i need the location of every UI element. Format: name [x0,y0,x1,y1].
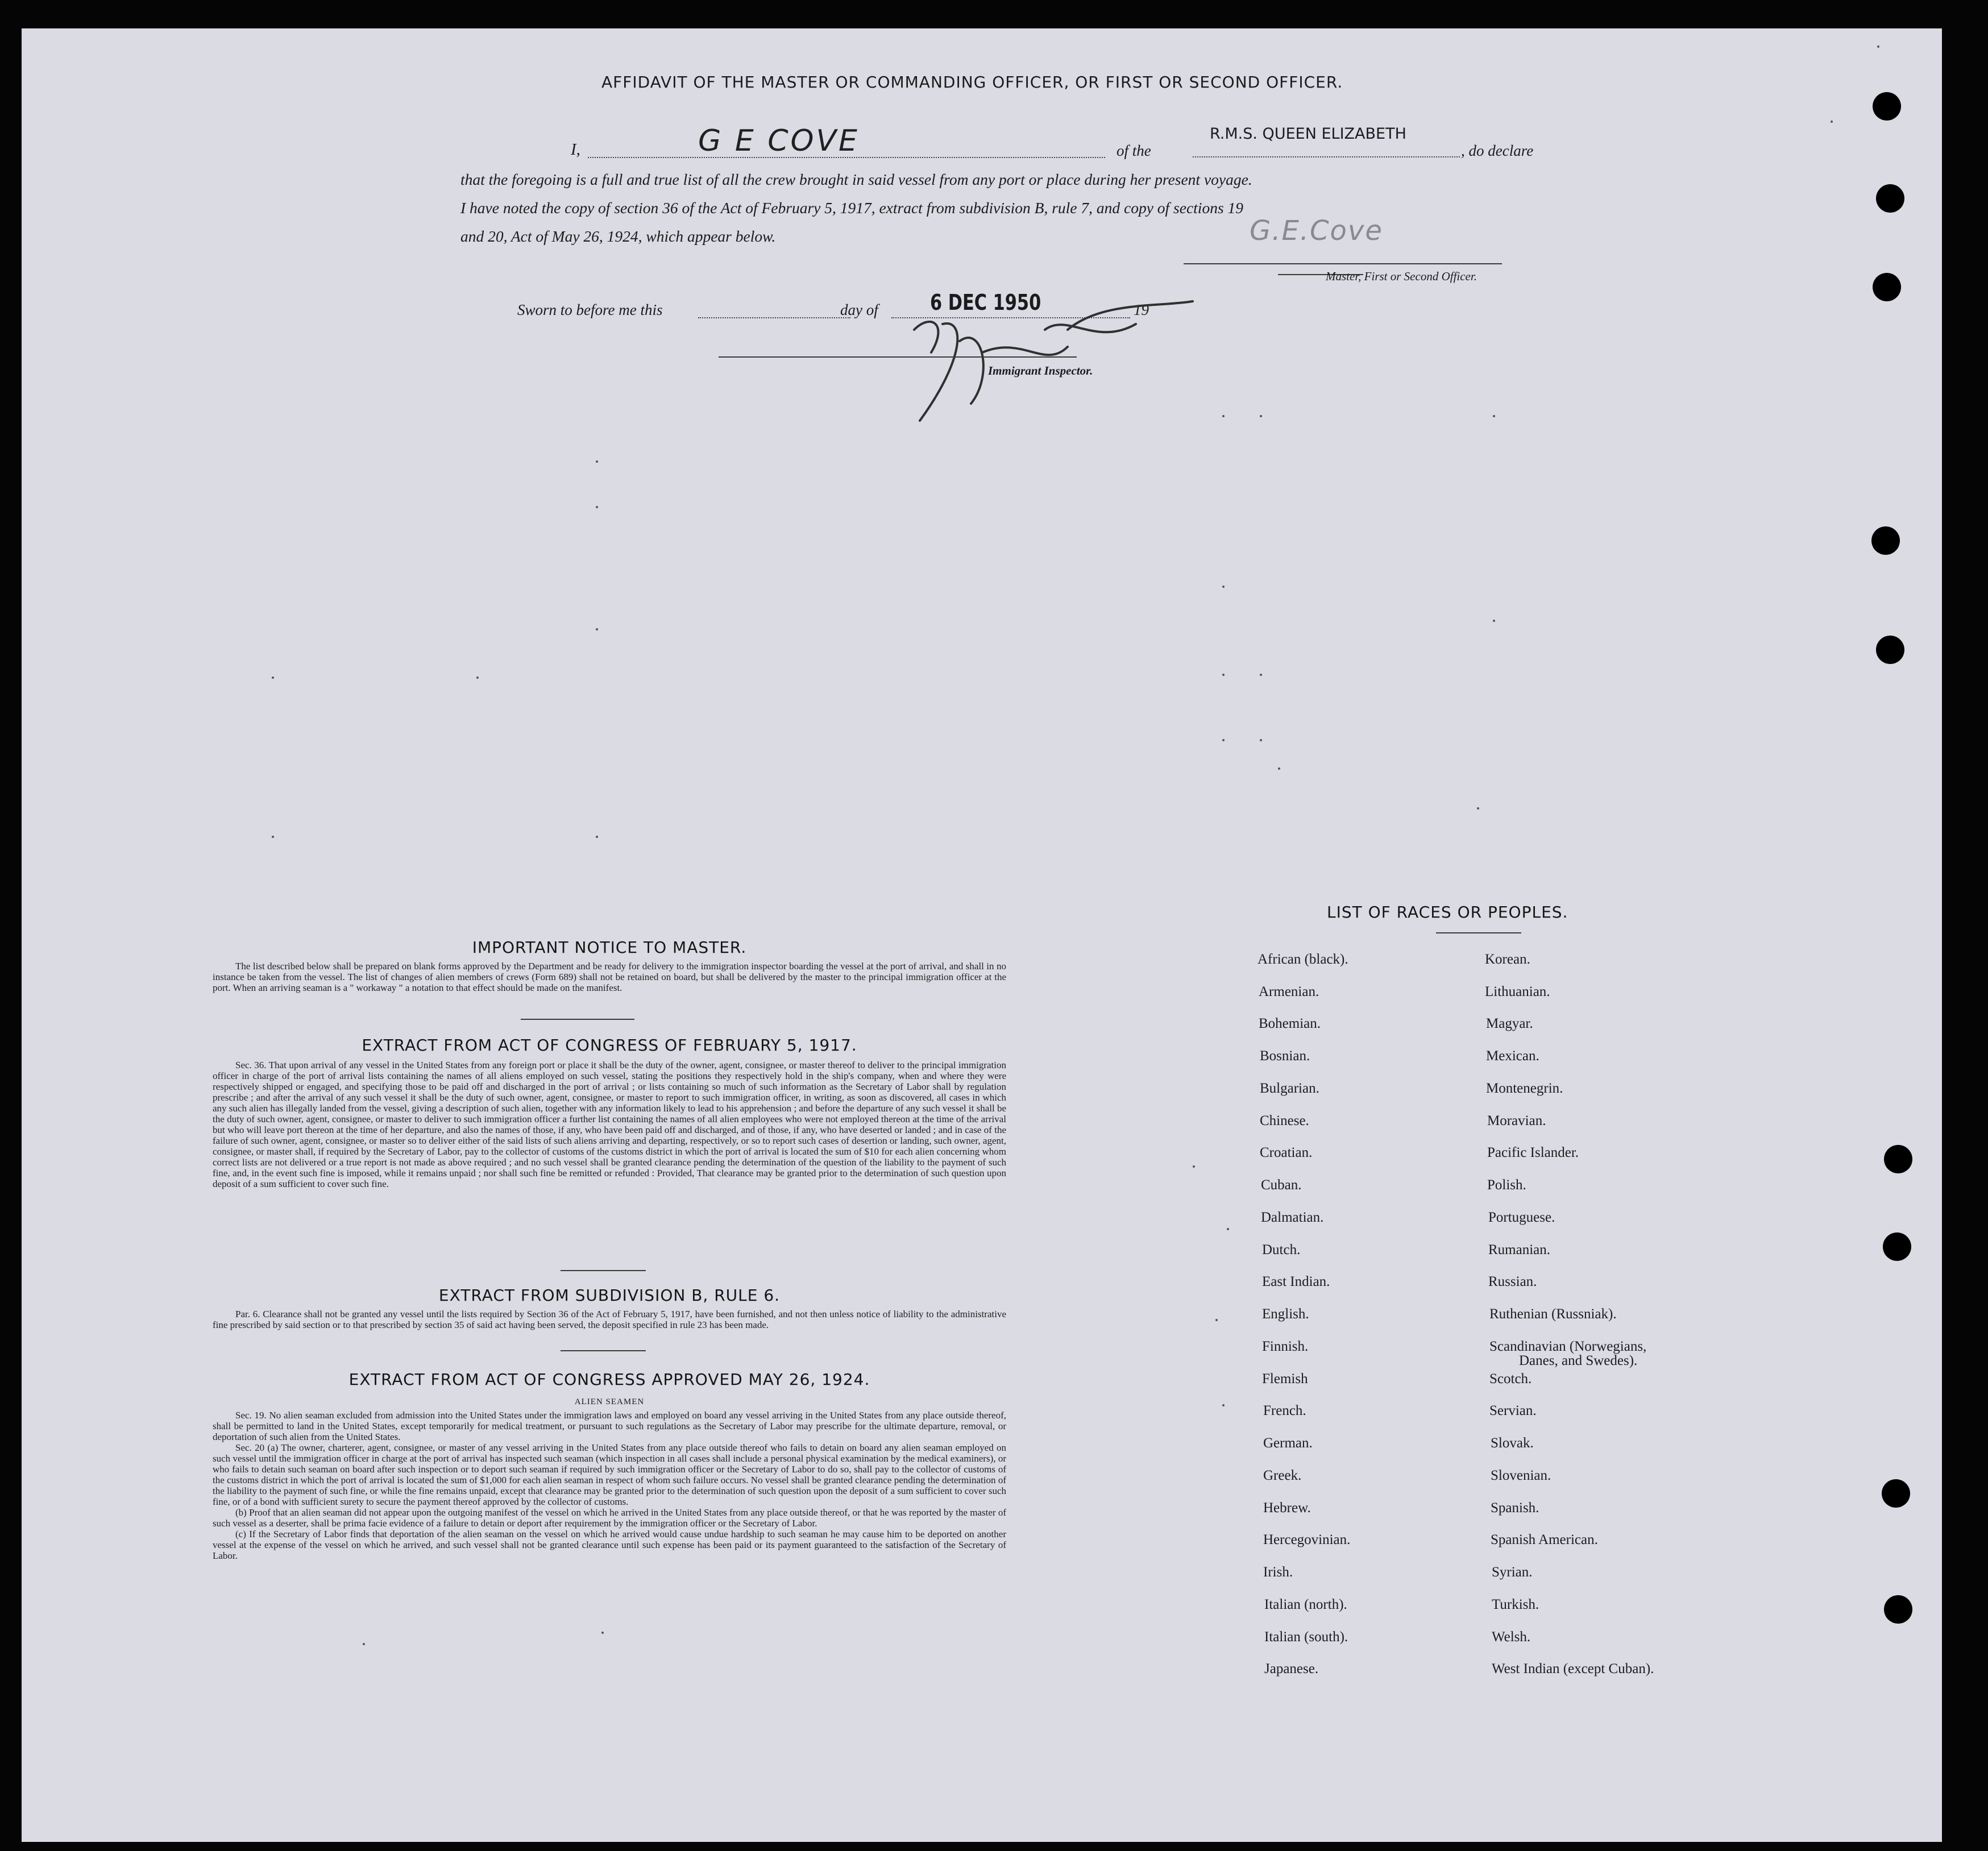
speck [1477,807,1479,810]
inspector-signature-mark [897,290,1204,432]
race-right-item: Mexican. [1486,1048,1539,1064]
speck [1493,620,1495,622]
extract-1924-text [213,1410,1006,1561]
master-signature: G.E.Cove [1250,215,1383,247]
speck [1278,767,1280,770]
race-right-item: Polish. [1487,1177,1526,1193]
vessel-line [1193,156,1460,157]
punch-hole [1884,1145,1912,1173]
speck [1193,1165,1195,1168]
year-prefix: 19 [1134,301,1149,318]
sec-20a-paragraph: Sec. 20 (a) The owner, charterer, agent, consignee, or master of any vessel arriving in the United States from any place outside thereof who fails to detain on board any alien seaman employed on such vessel until the immigration officer in charge at the port of arrival has inspected such seaman (which inspection in all cases shall include a personal physical examination by the medical examiners), or who fails to detain such seaman on board after such inspection or to deport such seaman if required by such immigration officer or the Secretary of Labor to do so, shall pay to the collector of customs of the customs district in which the port of arrival is located the sum of $1,000 for each alien seaman in respect of whom such failure occurs. No vessel shall be granted clearance pending the determination of the liability to the payment of such fine, or while the fine remains unpaid, except that clearance may be granted prior to the determination of such question upon the deposit of a sum sufficient to cover such fine, or of a bond with sufficient surety to secure the payment thereof approved by the collector of customs. [213,1442,1006,1507]
race-right-item: Russian. [1488,1274,1537,1289]
speck [272,677,274,679]
declaration-line-2: that the foregoing is a full and true list of all the crew brought in said vessel from any port or place during her present voyage. [460,171,1252,188]
par-6-paragraph: Par. 6. Clearance shall not be granted any vessel until the lists required by Section 36 of the Act of February 5, 1917, have been furnished, and not then unless notice of liability to the administrative fine prescribed by said section or to that prescribed by section 35 of said act having been served, the deposit specified in rule 23 has been made. [213,1309,1006,1330]
notice-title: IMPORTANT NOTICE TO MASTER. [472,938,747,957]
signature-line [1184,263,1502,264]
sec-20b-paragraph: (b) Proof that an alien seaman did not appear upon the outgoing manifest of the vessel on which he arrived in the United States from any place outside thereof, or that he was reported by the master of such vessel as a deserter, shall be prima facie evidence of a failure to detain or deport after requirement by the immigration officer or the Secretary of Labor. [213,1507,1006,1529]
punch-hole [1871,526,1900,555]
race-left-item: Bosnian. [1260,1048,1310,1064]
race-left-item: Croatian. [1260,1145,1313,1160]
speck [1831,121,1833,123]
punch-hole [1883,1232,1911,1261]
race-right-item: Syrian. [1492,1564,1533,1580]
inspector-caption: Immigrant Inspector. [988,364,1093,377]
race-right-item: Moravian. [1487,1113,1546,1128]
document-page [22,28,1942,1842]
speck [596,460,598,463]
race-right-item: Portuguese. [1488,1210,1555,1225]
declaration-line-3: I have noted the copy of section 36 of the Act of February 5, 1917, extract from subdivision B, rule 7, and copy of sections 19 [460,199,1244,217]
of-the-label: of the [1117,142,1151,159]
speck [596,628,598,630]
race-left-item: Hercegovinian. [1263,1532,1351,1547]
speck [1877,45,1879,48]
race-left-item: Italian (south). [1264,1629,1348,1645]
race-right-item: Slovak. [1491,1435,1534,1451]
punch-hole [1876,636,1904,664]
race-left-item: Armenian. [1259,984,1319,999]
race-right-item: Spanish. [1491,1500,1539,1516]
race-right-item: Welsh. [1492,1629,1531,1645]
race-left-item: Cuban. [1261,1177,1302,1193]
sec-36-paragraph: Sec. 36. That upon arrival of any vessel in the United States from any foreign port or place it shall be the duty of the owner, agent, consignee, or master thereof to deliver to the principal immigration officer in charge of the port of arrival lists containing the names of all aliens employed on such vessel, stating the positions they respectively hold in the ship's company, when and where they were respectively shipped or engaged, and specifying those to be paid off and discharged in the port of arrival ; or lists containing so much of such information as the Secretary of Labor shall by regulation prescribe ; and after the arrival of any such vessel it shall be the duty of such owner, agent, consignee, or master to report to such immigration officer, in writing, as soon as discovered, all cases in which any such alien has illegally landed from the vessel, giving a description of such alien, together with any information likely to lead to his apprehension ; and before the departure of any such vessel it shall be the duty of such owner, agent, consignee, or master to deliver to such immigration officer a further list containing the names of all alien employees who were not employed thereon at the time of the arrival but who will leave port thereon at the time of her departure, and also the names of those, if any, who have been paid off and discharged, and of those, if any, who have deserted or landed ; and in case of the failure of such owner, agent, consignee, or master so to deliver either of the said lists of such aliens arriving and departing, respectively, or so to report such cases of desertion or landing, such owner, agent, consignee, or master shall, if required by the Secretary of Labor, pay to the collector of customs of the customs district in which the port of arrival is located the sum of $10 for each alien concerning whom correct lists are not delivered or a true report is not made as above required ; and no such vessel shall be granted clearance pending the determination of the question of the liability to the payment of such fine, and, in the event such fine is imposed, while it remains unpaid ; nor shall such fine be remitted or refunded : Provided, That clearance may be granted prior to the determination of such question upon deposit of a sum sufficient to cover such fine. [213,1060,1006,1189]
race-right-item: Slovenian. [1491,1468,1551,1483]
vessel-name: R.M.S. QUEEN ELIZABETH [1210,125,1406,143]
race-left-item: Finnish. [1262,1339,1309,1354]
race-left-item: English. [1262,1306,1309,1322]
extract-1924-title: EXTRACT FROM ACT OF CONGRESS APPROVED MAY 26, 1924. [348,1370,870,1389]
race-right-item: Spanish American. [1491,1532,1598,1547]
race-left-item: African (black). [1257,952,1348,967]
master-name-handwritten: G E COVE [698,124,860,158]
race-left-item: Bulgarian. [1260,1081,1319,1096]
race-right-item: Lithuanian. [1485,984,1550,999]
sworn-day-line [698,317,850,318]
sworn-label: Sworn to before me this [517,301,663,318]
race-right-item: West Indian (except Cuban). [1492,1661,1654,1676]
sec-20c-paragraph: (c) If the Secretary of Labor finds that deportation of the alien seaman on the vessel on which he arrived would cause undue hardship to such seaman he may cause him to be deported on another vessel at the expense of the vessel on which he arrived, and such vessel shall not be granted clearance until such expense has been paid or its payment guaranteed to the satisfaction of the Secretary of Labor. [213,1529,1006,1561]
declaration-line-4: and 20, Act of May 26, 1924, which appear below. [460,227,776,245]
extract-1917-text [213,1060,1006,1189]
race-left-item: French. [1263,1403,1306,1418]
race-right-item: Servian. [1489,1403,1537,1418]
divider-1 [521,1019,634,1020]
races-title: LIST OF RACES OR PEOPLES. [1327,903,1568,922]
speck [1222,674,1225,676]
race-left-item: Irish. [1263,1564,1293,1580]
extract-1917-title: EXTRACT FROM ACT OF CONGRESS OF FEBRUARY 5, 1917. [362,1036,857,1055]
race-right-item: Turkish. [1492,1597,1539,1612]
speck [1222,1404,1225,1406]
speck [1215,1319,1218,1321]
speck [476,677,479,679]
signature-caption: Master, First or Second Officer. [1326,269,1477,283]
speck [1222,586,1225,588]
notice-text [213,961,1006,993]
race-right-item: Scandinavian (Norwegians, [1489,1339,1647,1354]
day-of-label: day of [840,301,878,318]
race-left-item: Greek. [1263,1468,1302,1483]
speck [1260,674,1262,676]
speck [1260,739,1262,741]
notice-paragraph: The list described below shall be prepared on blank forms approved by the Department and be ready for delivery to the immigration inspector boarding the vessel at the port of arrival, and shall in no instance be taken from the vessel. The list of changes of alien members of crews (Form 689) shall not be retained on board, but shall be delivered by the master to the principal immigration officer at the port. When an arriving seaman is a " workaway " a notation to that effect should be made on the manifest. [213,961,1006,993]
divider-3 [561,1350,646,1351]
speck [1222,739,1225,741]
speck [1260,415,1262,417]
subdivision-title: EXTRACT FROM SUBDIVISION B, RULE 6. [438,1286,781,1305]
races-title-rule [1436,932,1521,933]
race-right-item: Montenegrin. [1486,1081,1563,1096]
race-left-item: East Indian. [1262,1274,1330,1289]
race-left-item: Chinese. [1260,1113,1309,1128]
race-left-item: Dutch. [1262,1242,1301,1257]
punch-hole [1884,1595,1912,1624]
race-left-item: Bohemian. [1259,1016,1321,1031]
speck [363,1643,365,1645]
race-left-item: Dalmatian. [1261,1210,1324,1225]
race-right-item: Pacific Islander. [1487,1145,1579,1160]
race-left-item: Hebrew. [1263,1500,1311,1516]
race-left-item: Flemish [1262,1371,1308,1387]
speck [1227,1228,1229,1230]
race-right-continuation: Danes, and Swedes). [1519,1353,1638,1368]
i-label: I, [571,140,580,159]
race-right-item: Rumanian. [1488,1242,1551,1257]
race-left-item: Italian (north). [1264,1597,1347,1612]
divider-2 [561,1270,646,1271]
speck [1222,415,1225,417]
race-right-item: Magyar. [1486,1016,1533,1031]
do-declare-label: , do declare [1461,142,1534,159]
speck [601,1632,604,1634]
affidavit-title: AFFIDAVIT OF THE MASTER OR COMMANDING OFFICER, OR FIRST OR SECOND OFFICER. [601,73,1343,92]
sec-19-paragraph: Sec. 19. No alien seaman excluded from admission into the United States under the immigration laws and employed on board any vessel arriving in the United States from any place outside thereof, shall be permitted to land in the United States, except temporarily for medical treatment, or pursuant to such regulations as the Secretary of Labor may prescribe for the ultimate departure, removal, or deportation of such alien from the United States. [213,1410,1006,1442]
subdivision-text [213,1309,1006,1330]
race-right-item: Korean. [1485,952,1530,967]
punch-hole [1876,184,1904,213]
inspector-line [719,356,1077,358]
alien-seamen-subtitle: ALIEN SEAMEN [574,1397,645,1406]
date-stamp: 6 DEC 1950 [930,290,1041,315]
inspector-signature-text [897,324,900,325]
punch-hole [1882,1479,1910,1508]
speck [596,506,598,508]
speck [272,836,274,838]
speck [596,836,598,838]
race-left-item: Japanese. [1264,1661,1319,1676]
race-left-item: German. [1263,1435,1313,1451]
punch-hole [1873,273,1901,301]
race-right-item: Ruthenian (Russniak). [1489,1306,1617,1322]
speck [1493,415,1495,417]
race-right-item: Scotch. [1489,1371,1532,1387]
punch-hole [1873,92,1901,121]
